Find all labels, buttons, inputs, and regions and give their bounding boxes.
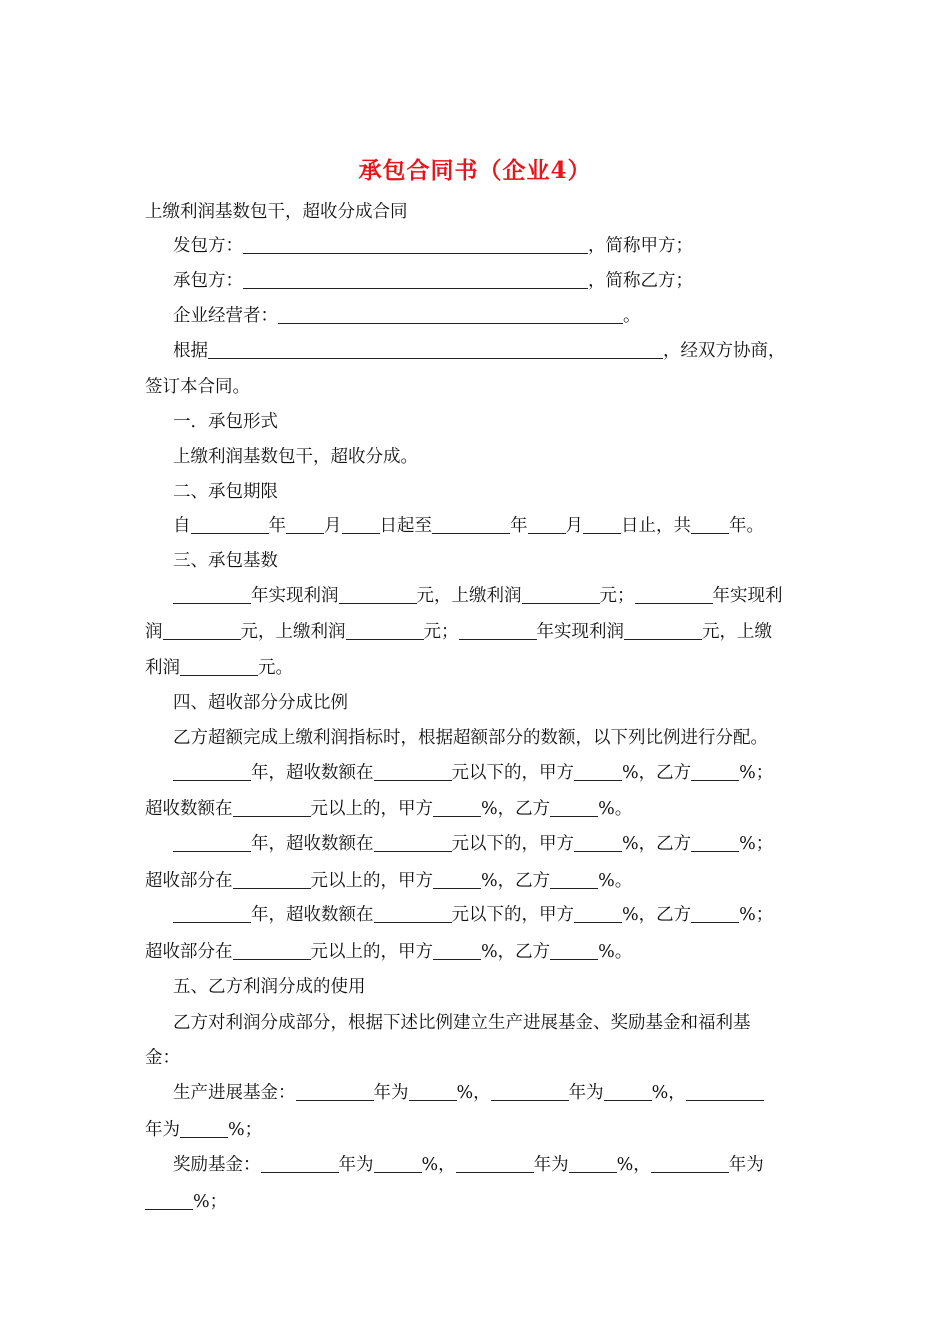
- s4-row1a: 年，超收数额在 元以下的，甲方 %，乙方 %；: [173, 761, 853, 785]
- party-b-line: 承包方： ，简称乙方；: [173, 271, 693, 291]
- party-a-line: 发包方： ，简称甲方；: [173, 236, 693, 256]
- s5-intro-cont: 金：: [145, 1048, 180, 1068]
- basis-line: 根据 ，经双方协商，: [173, 341, 786, 361]
- basis-cont: 签订本合同。: [145, 377, 250, 397]
- s4-heading: 四、超收部分分成比例: [173, 693, 348, 713]
- s4-row1b: 超收数额在 元以上的，甲方 %，乙方 %。: [145, 799, 633, 819]
- operator-line: 企业经营者： 。: [173, 306, 641, 326]
- s5-intro: 乙方对利润分成部分，根据下述比例建立生产进展基金、奖励基金和福利基: [173, 1013, 751, 1033]
- s4-row2b: 超收部分在 元以上的，甲方 %，乙方 %。: [145, 871, 633, 891]
- subtitle: 上缴利润基数包干，超收分成合同: [145, 202, 408, 222]
- s3-heading: 三、承包基数: [173, 551, 278, 571]
- reward-fund-cont: %；: [145, 1190, 825, 1214]
- s4-row3a: 年，超收数额在 元以下的，甲方 %，乙方 %；: [173, 903, 853, 927]
- s4-intro: 乙方超额完成上缴利润指标时，根据超额部分的数额，以下列比例进行分配。: [173, 728, 768, 748]
- s2-term-line: 自 年 月 日起至 年 月 日止，共 年。: [173, 516, 764, 536]
- operator-blank[interactable]: [278, 305, 623, 324]
- s4-row3b: 超收部分在 元以上的，甲方 %，乙方 %。: [145, 942, 633, 962]
- prod-fund-line: 生产进展基金： 年为 %， 年为 %，: [173, 1081, 853, 1105]
- s1-heading: 一．承包形式: [173, 412, 278, 432]
- s3-line3: 利润 元。: [145, 658, 293, 678]
- basis-blank[interactable]: [208, 340, 663, 359]
- s4-row2a: 年，超收数额在 元以下的，甲方 %，乙方 %；: [173, 832, 853, 856]
- s1-body: 上缴利润基数包干，超收分成。: [173, 447, 418, 467]
- s3-line2: 润 元，上缴利润 元； 年实现利润 元，上缴: [145, 622, 772, 642]
- prod-fund-cont: 年为 %；: [145, 1120, 263, 1140]
- s2-heading: 二、承包期限: [173, 482, 278, 502]
- s3-line1: 年实现利润 元，上缴利润 元； 年实现利: [173, 584, 853, 608]
- s5-heading: 五、乙方利润分成的使用: [173, 977, 366, 997]
- party-b-blank[interactable]: [243, 270, 588, 289]
- document-title: 承包合同书（企业4）: [358, 157, 592, 184]
- reward-fund-line: 奖励基金： 年为 %， 年为 %， 年为: [173, 1155, 764, 1175]
- party-a-blank[interactable]: [243, 235, 588, 254]
